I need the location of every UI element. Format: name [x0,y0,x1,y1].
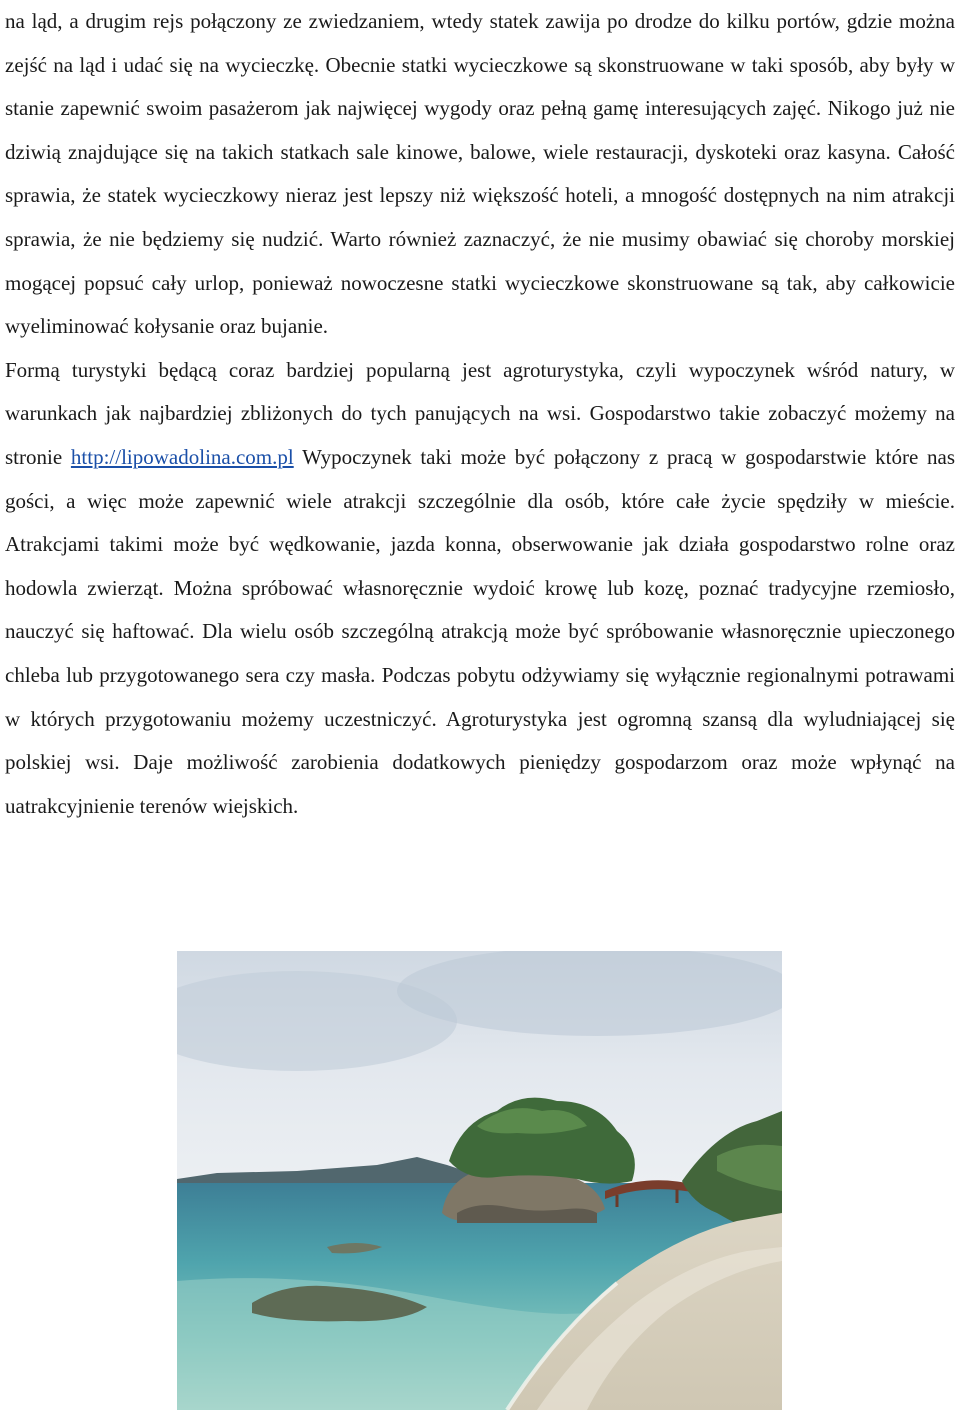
body-text [5,0,955,828]
beach-photo-illustration [177,951,782,1410]
paragraph-cruise: na ląd, a drugim rejs połączony ze zwiedzaniem, wtedy statek zawija po drodze do kilku portów, gdzie można zejść na ląd i udać się na wycieczkę. Obecnie statki wycieczkowe są skonstruowane w taki sposób, aby były w stanie zapewnić swoim pasażerom jak najwięcej wygody oraz pełną gamę interesujących zajęć. Nikogo już nie dziwią znajdujące się na takich statkach sale kinowe, balowe, wiele restauracji, dyskoteki oraz kasyna. Całość sprawia, że statek wycieczkowy nieraz jest lepszy niż większość hoteli, a mnogość dostępnych na nim atrakcji sprawia, że nie będziemy się nudzić. Warto również zaznaczyć, że nie musimy obawiać się choroby morskiej mogącej popsuć cały urlop, ponieważ nowoczesne statki wycieczkowe skonstruowane są tak, aby całkowicie wyeliminować kołysanie oraz bujanie. [5,9,955,339]
beach-photo [177,951,782,1410]
website-link[interactable]: http://lipowadolina.com.pl [70,444,294,469]
paragraph-text-before-link: Formą turystyki będącą coraz bardziej popularną jest agroturystyka, czyli wypoczynek wśród natury, w warunkach jak najbardziej zbliżonych do tych panujących na wsi. Gospodarstwo takie zobaczyć możemy na stronie [5,357,955,469]
paragraph-text-after-link: Wypoczynek taki może być połączony z pracą w gospodarstwie które nas gości, a więc może zapewnić wiele atrakcji szczególnie dla osób, które całe życie spędziły w mieście. Atrakcjami takimi może być wędkowanie, jazda konna, obserwowanie jak działa gospodarstwo rolne oraz hodowla zwierząt. Można spróbować własnoręcznie wydoić krowę lub kozę, poznać tradycyjne rzemiosło, nauczyć się haftować. Dla wielu osób szczególną atrakcją może być spróbowanie własnoręcznie upieczonego chleba lub przygotowanego sera czy masła. Podczas pobytu odżywiamy się wyłącznie regionalnymi potrawami w których przygotowaniu możemy uczestniczyć. Agroturystyka jest ogromną szansą dla wyludniającej się polskiej wsi. Daje możliwość zarobienia dodatkowych pieniędzy gospodarzom oraz może wpłynąć na uatrakcyjnienie terenów wiejskich. [5,444,956,818]
paragraph-agrotourism [5,349,955,829]
